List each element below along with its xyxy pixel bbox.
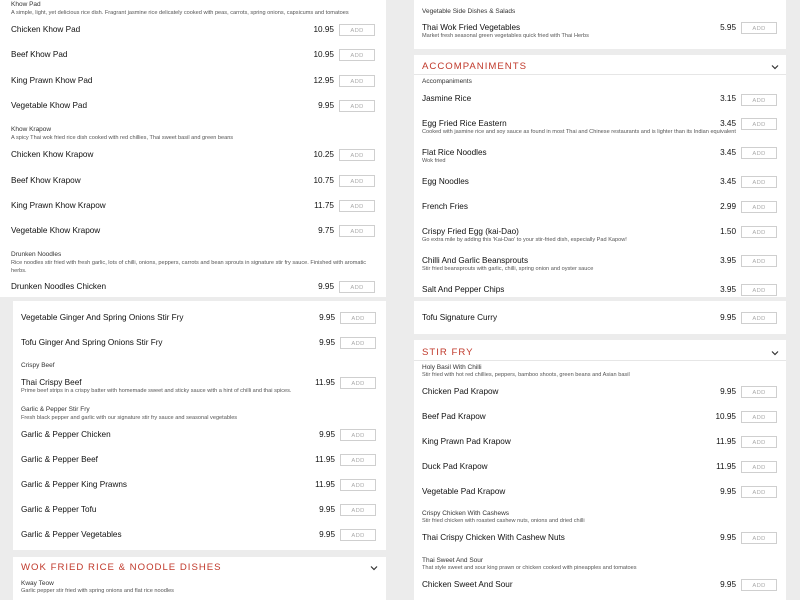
item-name: Thai Crispy Beef: [21, 378, 82, 387]
add-button[interactable]: ADD: [340, 529, 376, 541]
item-price: 3.45: [720, 177, 736, 186]
add-button[interactable]: ADD: [741, 22, 777, 34]
add-button[interactable]: ADD: [741, 226, 777, 238]
add-button[interactable]: ADD: [340, 479, 376, 491]
item-name: King Prawn Khow Krapow: [11, 201, 106, 210]
item-price: 12.95: [313, 76, 334, 85]
section-header-accompaniments[interactable]: ACCOMPANIMENTS: [422, 61, 527, 72]
item-price: 11.95: [716, 437, 736, 446]
group-label: Accompaniments: [422, 78, 472, 85]
item-description: Wok fried: [422, 158, 446, 164]
group-label: Kway Teow: [21, 580, 54, 587]
add-button[interactable]: ADD: [339, 200, 375, 212]
item-name: Garlic & Pepper Chicken: [21, 430, 111, 439]
item-price: 10.95: [313, 25, 334, 34]
section-divider: [414, 360, 786, 361]
item-name: Egg Fried Rice Eastern: [422, 119, 507, 128]
item-name: Thai Crispy Chicken With Cashew Nuts: [422, 533, 565, 542]
add-button[interactable]: ADD: [741, 118, 777, 130]
add-button[interactable]: ADD: [741, 312, 777, 324]
add-button[interactable]: ADD: [741, 176, 777, 188]
item-name: Tofu Signature Curry: [422, 313, 498, 322]
add-button[interactable]: ADD: [339, 225, 375, 237]
group-description: Stir fried chicken with roasted cashew nuts, onions and dried chilli: [422, 518, 585, 524]
item-price: 10.95: [715, 412, 736, 421]
add-button[interactable]: ADD: [339, 175, 375, 187]
stir-fry-panel: [414, 340, 786, 600]
add-button[interactable]: ADD: [340, 337, 376, 349]
item-description: Go extra mile by adding this 'Kai-Dao' to your stir-fried dish, especially Pad Kapow!: [422, 237, 627, 243]
item-name: Chicken Pad Krapow: [422, 387, 499, 396]
group-label: Holy Basil With Chilli: [422, 364, 482, 371]
group-label: Garlic & Pepper Stir Fry: [21, 406, 90, 413]
right-bottom-panel: [414, 301, 786, 334]
group-description: A spicy Thai wok fried rice dish cooked with red chillies, Thai sweet basil and green beans: [11, 135, 234, 141]
group-label: Khow Pad: [11, 1, 41, 8]
item-name: Vegetable Khow Krapow: [11, 226, 101, 235]
add-button[interactable]: ADD: [741, 386, 777, 398]
add-button[interactable]: ADD: [741, 532, 777, 544]
item-price: 10.95: [313, 50, 334, 59]
add-button[interactable]: ADD: [741, 486, 777, 498]
item-price: 2.99: [720, 202, 736, 211]
group-label: Drunken Noodles: [11, 251, 62, 258]
chevron-down-icon[interactable]: [368, 562, 380, 574]
chevron-down-icon[interactable]: [769, 61, 781, 73]
item-name: Chilli And Garlic Beansprouts: [422, 256, 529, 265]
item-name: Drunken Noodles Chicken: [11, 282, 107, 291]
item-name: Garlic & Pepper King Prawns: [21, 480, 128, 489]
add-button[interactable]: ADD: [741, 411, 777, 423]
add-button[interactable]: ADD: [339, 100, 375, 112]
item-description: Stir fried beansprouts with garlic, chilli, spring onion and oyster sauce: [422, 266, 594, 272]
group-label: Crispy Beef: [21, 362, 55, 369]
accompaniments-panel: [414, 55, 786, 297]
add-button[interactable]: ADD: [339, 49, 375, 61]
item-name: Flat Rice Noodles: [422, 148, 487, 157]
add-button[interactable]: ADD: [741, 255, 777, 267]
item-price: 9.95: [319, 313, 335, 322]
item-price: 9.95: [720, 387, 736, 396]
item-name: Chicken Khow Pad: [11, 25, 81, 34]
group-description: Rice noodles stir fried with fresh garlic, lots of chilli, onions, peppers, carrots and bean sprouts in signature stir fry sauce. Finished with aromatic herbs.: [11, 260, 367, 274]
item-name: Vegetable Khow Pad: [11, 101, 88, 110]
add-button[interactable]: ADD: [340, 454, 376, 466]
section-divider: [13, 550, 386, 557]
item-name: Chicken Khow Krapow: [11, 150, 94, 159]
section-divider: [414, 74, 786, 75]
add-button[interactable]: ADD: [340, 429, 376, 441]
left-top-panel: [0, 0, 386, 297]
item-price: 3.95: [720, 285, 736, 294]
item-price: 11.95: [716, 462, 736, 471]
item-price: 9.95: [720, 533, 736, 542]
item-price: 9.95: [318, 101, 334, 110]
item-name: King Prawn Khow Pad: [11, 76, 93, 85]
add-button[interactable]: ADD: [741, 461, 777, 473]
add-button[interactable]: ADD: [340, 377, 376, 389]
item-name: Duck Pad Krapow: [422, 462, 488, 471]
item-price: 9.95: [720, 487, 736, 496]
item-price: 11.95: [315, 455, 335, 464]
group-label: Thai Sweet And Sour: [422, 557, 484, 564]
item-price: 11.75: [314, 201, 334, 210]
item-name: Jasmine Rice: [422, 94, 472, 103]
item-name: French Fries: [422, 202, 468, 211]
add-button[interactable]: ADD: [741, 94, 777, 106]
group-description: A simple, light, yet delicious rice dish. Fragrant jasmine rice delicately cooked with peas, carrots, spring onions, capsicums and tomatoes: [11, 10, 349, 16]
item-name: Garlic & Pepper Vegetables: [21, 530, 122, 539]
group-description: That style sweet and sour king prawn or chicken cooked with pineapples and tomatoes: [422, 565, 637, 571]
add-button[interactable]: ADD: [339, 149, 375, 161]
item-price: 9.95: [319, 430, 335, 439]
item-price: 3.45: [720, 119, 736, 128]
item-name: Salt And Pepper Chips: [422, 285, 505, 294]
item-price: 10.75: [313, 176, 334, 185]
left-bottom-panel: [13, 301, 386, 600]
add-button[interactable]: ADD: [339, 75, 375, 87]
item-name: Garlic & Pepper Tofu: [21, 505, 97, 514]
right-top-panel: [414, 0, 786, 49]
item-price: 5.95: [720, 23, 736, 32]
add-button[interactable]: ADD: [339, 24, 375, 36]
section-header-wok-fried[interactable]: WOK FRIED RICE & NOODLE DISHES: [21, 562, 222, 573]
group-description: Stir fried with hot red chillies, peppers, bamboo shoots, green beans and Asian basil: [422, 372, 630, 378]
item-price: 9.75: [318, 226, 334, 235]
item-name: Beef Khow Krapow: [11, 176, 81, 185]
item-price: 11.95: [315, 378, 335, 387]
group-label: Vegetable Side Dishes & Salads: [422, 8, 516, 15]
add-button[interactable]: ADD: [741, 284, 777, 296]
item-name: Vegetable Ginger And Spring Onions Stir Fry: [21, 313, 184, 322]
chevron-down-icon[interactable]: [769, 347, 781, 359]
item-name: King Prawn Pad Krapow: [422, 437, 511, 446]
item-name: Chicken Sweet And Sour: [422, 580, 513, 589]
item-price: 9.95: [318, 282, 334, 291]
item-price: 9.95: [319, 338, 335, 347]
group-label: Khow Krapow: [11, 126, 52, 133]
add-button[interactable]: ADD: [741, 579, 777, 591]
item-price: 10.25: [313, 150, 334, 159]
add-button[interactable]: ADD: [741, 436, 777, 448]
item-price: 3.95: [720, 256, 736, 265]
item-name: Egg Noodles: [422, 177, 469, 186]
item-price: 3.45: [720, 148, 736, 157]
item-price: 1.50: [720, 227, 736, 236]
item-name: Tofu Ginger And Spring Onions Stir Fry: [21, 338, 163, 347]
item-name: Beef Khow Pad: [11, 50, 68, 59]
group-label: Crispy Chicken With Cashews: [422, 510, 510, 517]
item-name: Beef Pad Krapow: [422, 412, 486, 421]
item-description: Market fresh seasonal green vegetables quick fried with Thai Herbs: [422, 33, 589, 39]
item-price: 9.95: [319, 530, 335, 539]
item-price: 9.95: [720, 313, 736, 322]
add-button[interactable]: ADD: [340, 504, 376, 516]
item-name: Thai Wok Fried Vegetables: [422, 23, 521, 32]
section-header-stir-fry[interactable]: STIR FRY: [422, 347, 474, 358]
item-price: 9.95: [720, 580, 736, 589]
item-price: 11.95: [315, 480, 335, 489]
add-button[interactable]: ADD: [741, 201, 777, 213]
group-description: Fresh black pepper and garlic with our signature stir fry sauce and seasonal vegetables: [21, 415, 238, 421]
item-price: 3.15: [720, 94, 736, 103]
add-button[interactable]: ADD: [741, 147, 777, 159]
item-name: Garlic & Pepper Beef: [21, 455, 98, 464]
item-description: Cooked with jasmine rice and soy sauce as found in most Thai and Chinese restaurants and is lighter than its Indian equivalent: [422, 129, 736, 135]
add-button[interactable]: ADD: [339, 281, 375, 293]
item-price: 9.95: [319, 505, 335, 514]
add-button[interactable]: ADD: [340, 312, 376, 324]
item-name: Vegetable Pad Krapow: [422, 487, 506, 496]
group-description: Garlic pepper stir fried with spring onions and flat rice noodles: [21, 588, 174, 594]
item-name: Crispy Fried Egg (kai-Dao): [422, 227, 519, 236]
item-description: Prime beef strips in a crispy batter with homemade sweet and sticky sauce with a hint of chilli and thai spices.: [21, 388, 292, 394]
